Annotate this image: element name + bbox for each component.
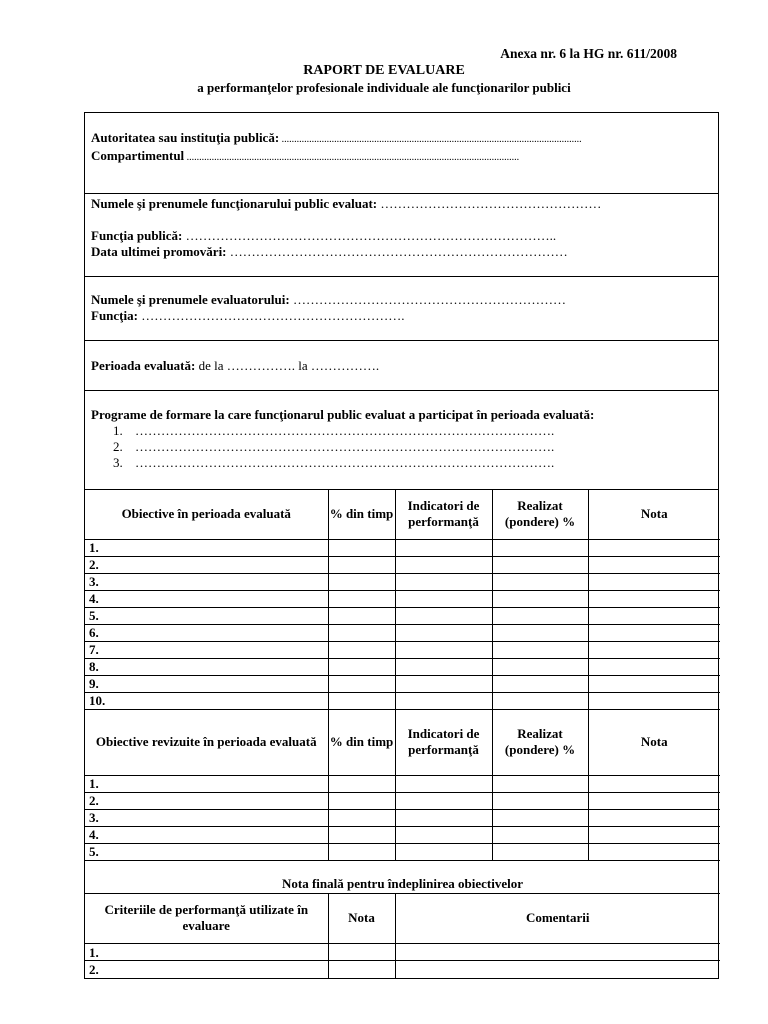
training-program-item[interactable]: 1. ……………………………………………………………………………………. [113, 423, 555, 438]
table-row: 4. [85, 826, 720, 843]
public-function-label: Funcţia publică: [91, 228, 183, 243]
authority-label: Autoritatea sau instituţia publică: [91, 130, 280, 145]
indicators-header: Indicatori de performanţă [395, 490, 492, 539]
evaluator-function-field[interactable]: ……………………………………………………. [137, 308, 405, 323]
revised-grade-header: Nota [588, 709, 720, 775]
table-row: 10. [85, 692, 720, 709]
last-promotion-label: Data ultimei promovări: [91, 244, 227, 259]
objectives-header: Obiective în perioada evaluată [85, 490, 328, 539]
section-evaluated-official [85, 194, 718, 277]
table-row: 1. [85, 944, 720, 961]
tables-area [85, 490, 718, 978]
table-row: 2. [85, 792, 720, 809]
revised-achieved-header: Realizat (pondere) % [492, 709, 588, 775]
training-program-item[interactable]: 3. ……………………………………………………………………………………. [113, 455, 555, 470]
table-row: 9. [85, 675, 720, 692]
official-name-field[interactable]: …………………………………………… [377, 196, 602, 211]
authority-field[interactable]: ........................................................................................................................ [279, 134, 582, 145]
training-program-item[interactable]: 2. ……………………………………………………………………………………. [113, 439, 555, 454]
grade-header: Nota [588, 490, 720, 539]
annex-reference: Anexa nr. 6 la HG nr. 611/2008 [500, 46, 677, 61]
public-function-field[interactable]: ………………………………………………………………………….. [182, 228, 557, 243]
criteria-header: Criteriile de performanţă utilizate în evaluare [85, 894, 328, 944]
official-name-label: Numele şi prenumele funcţionarului public evaluat: [91, 196, 378, 211]
table-row: 2. [85, 556, 720, 573]
evaluator-name-field[interactable]: ……………………………………………………… [289, 292, 566, 307]
table-row: 5. [85, 843, 720, 860]
period-label: Perioada evaluată: [91, 358, 196, 373]
table-row: 3. [85, 809, 720, 826]
criteria-table [85, 894, 720, 978]
objectives-table [85, 490, 720, 894]
table-row: 5. [85, 607, 720, 624]
table-row: 6. [85, 624, 720, 641]
document-title: RAPORT DE EVALUARE [303, 63, 465, 78]
table-row: 1. [85, 775, 720, 792]
section-training-programs [85, 391, 718, 490]
department-field[interactable]: ..................................................................................................................................... [184, 152, 520, 163]
table-row: 4. [85, 590, 720, 607]
section-authority [85, 113, 718, 194]
final-objectives-grade: Nota finală pentru îndeplinirea obiectivelor [85, 860, 720, 893]
comments-header: Comentarii [395, 894, 720, 944]
criteria-grade-header: Nota [328, 894, 395, 944]
document-subtitle: a performanţelor profesionale individuale ale funcţionarilor publici [197, 80, 571, 95]
evaluator-function-label: Funcţia: [91, 308, 138, 323]
last-promotion-field[interactable]: …………………………………………………………………… [226, 244, 568, 259]
department-label: Compartimentul [91, 148, 185, 163]
period-field[interactable]: de la ……………. la ……………. [195, 358, 380, 373]
table-row: 2. [85, 961, 720, 978]
evaluator-name-label: Numele şi prenumele evaluatorului: [91, 292, 290, 307]
revised-indicators-header: Indicatori de performanţă [395, 709, 492, 775]
achieved-header: Realizat (pondere) % [492, 490, 588, 539]
section-period [85, 341, 718, 391]
table-row: 3. [85, 573, 720, 590]
revised-time-percent-header: % din timp [328, 709, 395, 775]
revised-objectives-header: Obiective revizuite în perioada evaluată [85, 709, 328, 775]
table-row: 8. [85, 658, 720, 675]
training-programs-label: Programe de formare la care funcţionarul public evaluat a participat în perioada evaluată: [91, 407, 595, 422]
table-row: 7. [85, 641, 720, 658]
time-percent-header: % din timp [328, 490, 395, 539]
table-row: 1. [85, 539, 720, 556]
section-evaluator [85, 277, 718, 341]
evaluation-form [84, 112, 719, 979]
